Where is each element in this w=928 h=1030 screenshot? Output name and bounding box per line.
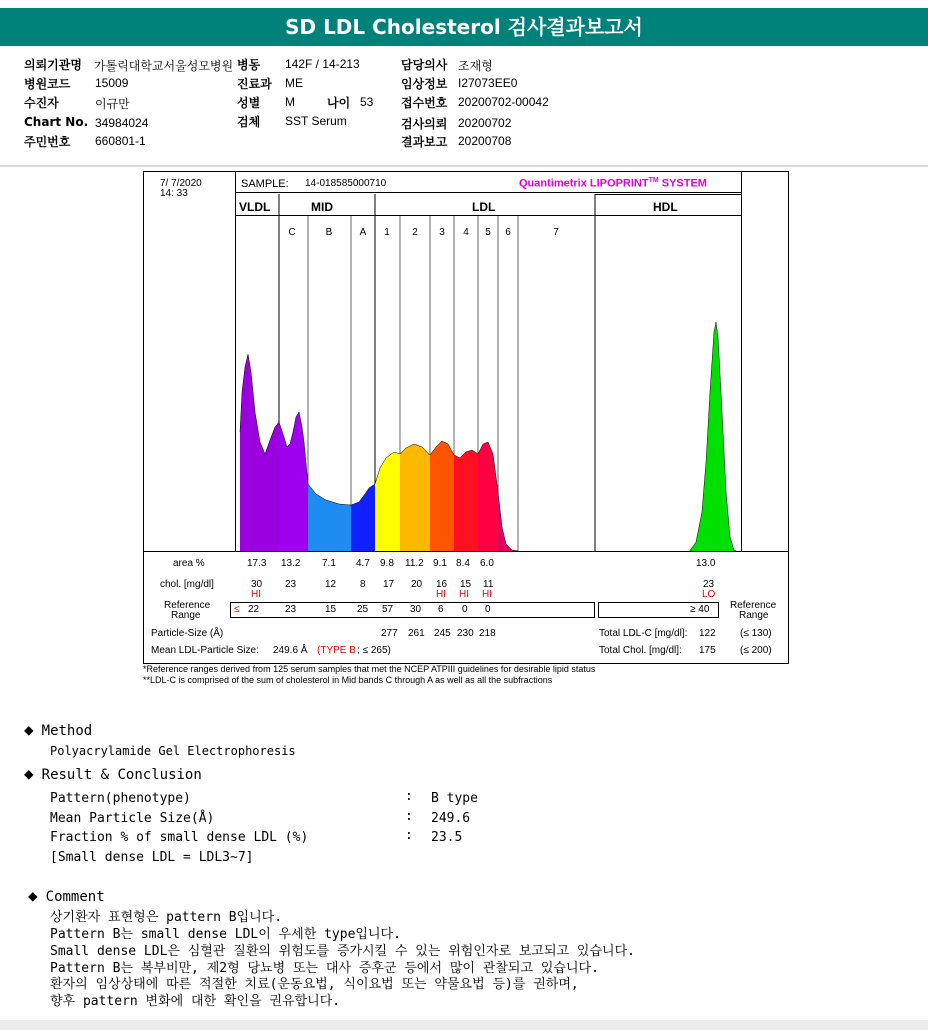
- chol-c: 30: [251, 579, 263, 590]
- value-chart-no: 34984024: [95, 116, 149, 130]
- ref-ldl3: 6: [438, 604, 444, 615]
- peak-ldl-3: [430, 441, 454, 552]
- comment-line: 향후 pattern 변화에 대한 확인을 권유합니다.: [50, 994, 341, 1009]
- value-receipt-no: 20200702-00042: [458, 95, 549, 109]
- ps-ldl5: 218: [479, 628, 496, 639]
- peak-vldl: [240, 354, 279, 552]
- sample-id: 14-018585000710: [305, 178, 387, 189]
- chol-hdl: 23: [703, 579, 715, 590]
- ref-hdl: ≥ 40: [690, 604, 710, 615]
- area-ldl1: 9.8: [380, 558, 394, 569]
- mean-ldl-value: 249.6 Å: [273, 645, 308, 656]
- flag-hi: HI: [459, 589, 469, 600]
- ref-b: 23: [285, 604, 297, 615]
- ref-ldl1: 57: [382, 604, 394, 615]
- group-vldl: VLDL: [239, 200, 271, 214]
- label-request-date: 검사의뢰: [401, 117, 448, 131]
- value-physician: 조재형: [458, 59, 493, 73]
- comment-line: 상기환자 표현형은 pattern B입니다.: [50, 910, 283, 925]
- footnote: *Reference ranges derived from 125 serum samples that met the NCEP ATPIII guidelines for desirable lipid status: [143, 664, 596, 674]
- band-a: A: [359, 227, 367, 238]
- area-ldl5: 6.0: [480, 558, 494, 569]
- ref-ldl4: 0: [462, 604, 468, 615]
- value-report-date: 20200708: [458, 134, 512, 148]
- label-physician: 담당의사: [401, 58, 448, 72]
- lipoprint-report: [143, 171, 789, 664]
- value-resident-no: 660801-1: [95, 134, 146, 148]
- ref-label: Range: [171, 610, 201, 621]
- peak-ldl-6: [498, 492, 518, 552]
- label-department: 진료과: [237, 77, 272, 91]
- frame-line: [144, 551, 788, 552]
- result-value: B type: [431, 791, 478, 806]
- value-patient-name: 이규만: [95, 97, 130, 111]
- flag-lo: LO: [702, 589, 716, 600]
- chol-ldl5: 11: [483, 579, 494, 590]
- chol-ldl1: 17: [383, 579, 395, 590]
- footnote: **LDL-C is comprised of the sum of cholesterol in Mid bands C through A as well as all the subfractions: [143, 675, 553, 685]
- value-ward: 142F / 14-213: [285, 57, 360, 71]
- peak-mid-b: [308, 484, 351, 552]
- chol-ldl2: 20: [411, 579, 423, 590]
- label-hospital-code: 병원코드: [24, 77, 71, 91]
- area-ldl4: 8.4: [456, 558, 470, 569]
- total-chol-label: Total Chol. [mg/dl]:: [599, 645, 682, 656]
- ref-mid: 25: [357, 604, 369, 615]
- area-hdl: 13.0: [696, 558, 716, 569]
- chol-ldl4: 15: [460, 579, 472, 590]
- result-note: [Small dense LDL = LDL3~7]: [50, 850, 254, 865]
- ps-ldl2: 261: [408, 628, 425, 639]
- electrophoresis-trace: [144, 172, 788, 552]
- result-label: Fraction % of small dense LDL (%): [50, 830, 309, 845]
- band-1: 1: [384, 227, 390, 238]
- ref-c: 22: [248, 604, 260, 615]
- area-b: 13.2: [281, 558, 301, 569]
- result-label: Mean Particle Size(Å): [50, 811, 215, 826]
- mean-ldl-ref: ; ≤ 265): [357, 645, 391, 656]
- mean-ldl-label: Mean LDL-Particle Size:: [151, 645, 259, 656]
- area-ldl3: 9.1: [433, 558, 447, 569]
- chol-b: 23: [285, 579, 297, 590]
- comment-line: Pattern B는 small dense LDL이 우세한 type입니다.: [50, 927, 401, 942]
- label-age: 나이: [327, 96, 351, 110]
- flag-hi: HI: [251, 589, 261, 600]
- report-time: 14: 33: [160, 188, 188, 199]
- ps-ldl4: 230: [457, 628, 474, 639]
- value-department: ME: [285, 76, 303, 90]
- total-ldl-ref: (≤ 130): [740, 628, 772, 639]
- area-a: 7.1: [322, 558, 336, 569]
- ref-a: 15: [325, 604, 337, 615]
- result-label: Pattern(phenotype): [50, 791, 191, 806]
- band-2: 2: [412, 227, 418, 238]
- band-5: 5: [485, 227, 491, 238]
- diamond-bullet-icon: ◆: [28, 886, 38, 905]
- peak-mid-c: [279, 412, 308, 552]
- value-requesting-institution: 가톨릭대학교서울성모병원: [94, 59, 234, 73]
- ps-ldl3: 245: [434, 628, 451, 639]
- group-hdl: HDL: [653, 200, 678, 214]
- label-specimen: 검체: [237, 115, 261, 129]
- page-title: SD LDL Cholesterol 검사결과보고서: [0, 8, 928, 46]
- value-specimen: SST Serum: [285, 114, 347, 128]
- peak-hdl: [689, 322, 738, 552]
- result-colon: :: [405, 789, 413, 804]
- value-hospital-code: 15009: [95, 76, 129, 90]
- footnotes: [143, 664, 595, 686]
- label-patient-name: 수진자: [24, 96, 59, 110]
- chol-ldl3: 16: [436, 579, 448, 590]
- value-request-date: 20200702: [458, 116, 512, 130]
- brand-logo: Quantimetrix LIPOPRINT™ SYSTEM: [519, 177, 707, 190]
- peak-mid-a: [351, 484, 375, 552]
- label-sex: 성별: [237, 96, 261, 110]
- result-colon: :: [405, 828, 413, 843]
- peak-ldl-5: [478, 442, 498, 552]
- label-clinical-info: 임상정보: [401, 77, 448, 91]
- particle-size-label: Particle-Size (Å): [151, 628, 224, 639]
- ref-label-right: Reference: [730, 600, 777, 611]
- group-ldl: LDL: [472, 200, 496, 214]
- ref-c-sign: ≤: [234, 604, 240, 615]
- label-requesting-institution: 의뢰기관명: [24, 58, 82, 72]
- flag-hi: HI: [482, 589, 492, 600]
- band-6: 6: [505, 227, 511, 238]
- flag-hi: HI: [436, 589, 446, 600]
- mean-ldl-type: (TYPE B: [317, 645, 356, 656]
- total-chol-ref: (≤ 200): [740, 645, 772, 656]
- band-b: B: [325, 227, 333, 238]
- total-ldl-value: 122: [699, 628, 716, 639]
- divider: [0, 165, 928, 167]
- area-c: 17.3: [247, 558, 267, 569]
- comment-line: 환자의 임상상태에 따른 적절한 치료(운동요법, 식이요법 또는 약물요법 등)를 권하며,: [50, 977, 579, 992]
- label-chart-no: Chart No.: [24, 115, 89, 129]
- sample-label: SAMPLE:: [241, 178, 289, 190]
- report-date: 7/ 7/2020: [160, 178, 202, 189]
- label-resident-no: 주민번호: [24, 135, 71, 149]
- area-label: area %: [173, 558, 205, 569]
- band-4: 4: [463, 227, 469, 238]
- result-heading: ◆ Result & Conclusion: [24, 764, 202, 783]
- peak-ldl-2: [400, 444, 430, 552]
- result-colon: :: [405, 809, 413, 824]
- peak-ldl-1: [375, 452, 400, 552]
- band-c: C: [288, 227, 296, 238]
- total-chol-value: 175: [699, 645, 716, 656]
- result-value: 249.6: [431, 811, 471, 826]
- ref-ldl5: 0: [485, 604, 491, 615]
- value-clinical-info: I27073EE0: [458, 76, 518, 90]
- method-text: Polyacrylamide Gel Electrophoresis: [50, 744, 296, 758]
- label-report-date: 결과보고: [401, 135, 448, 149]
- band-3: 3: [439, 227, 445, 238]
- peak-ldl-4: [454, 450, 478, 552]
- comment-heading: ◆ Comment: [28, 886, 105, 905]
- ref-label-right: Range: [739, 610, 769, 621]
- chol-mid: 8: [360, 579, 366, 590]
- area-mid: 4.7: [356, 558, 370, 569]
- label-receipt-no: 접수번호: [401, 96, 448, 110]
- diamond-bullet-icon: ◆: [24, 764, 34, 783]
- ps-ldl1: 277: [381, 628, 398, 639]
- group-mid: MID: [311, 200, 333, 214]
- ref-ldl2: 30: [410, 604, 422, 615]
- value-sex: M: [285, 95, 295, 109]
- result-value: 23.5: [431, 830, 463, 845]
- label-ward: 병동: [237, 58, 261, 72]
- chol-label: chol. [mg/dl]: [160, 579, 214, 590]
- method-heading: ◆ Method: [24, 720, 93, 739]
- comment-line: Small dense LDL은 심혈관 질환의 위험도를 증가시킬 수 있는 위험인자로 보고되고 있습니다.: [50, 944, 635, 959]
- diamond-bullet-icon: ◆: [24, 720, 34, 739]
- comment-line: Pattern B는 복부비만, 제2형 당뇨병 또는 대사 증후군 등에서 많이 관찰되고 있습니다.: [50, 961, 599, 976]
- chol-a: 12: [325, 579, 337, 590]
- total-ldl-label: Total LDL-C [mg/dl]:: [599, 628, 688, 639]
- ref-label: Reference: [164, 600, 211, 611]
- area-ldl2: 11.2: [405, 558, 424, 569]
- value-age: 53: [360, 95, 374, 109]
- band-7: 7: [553, 227, 559, 238]
